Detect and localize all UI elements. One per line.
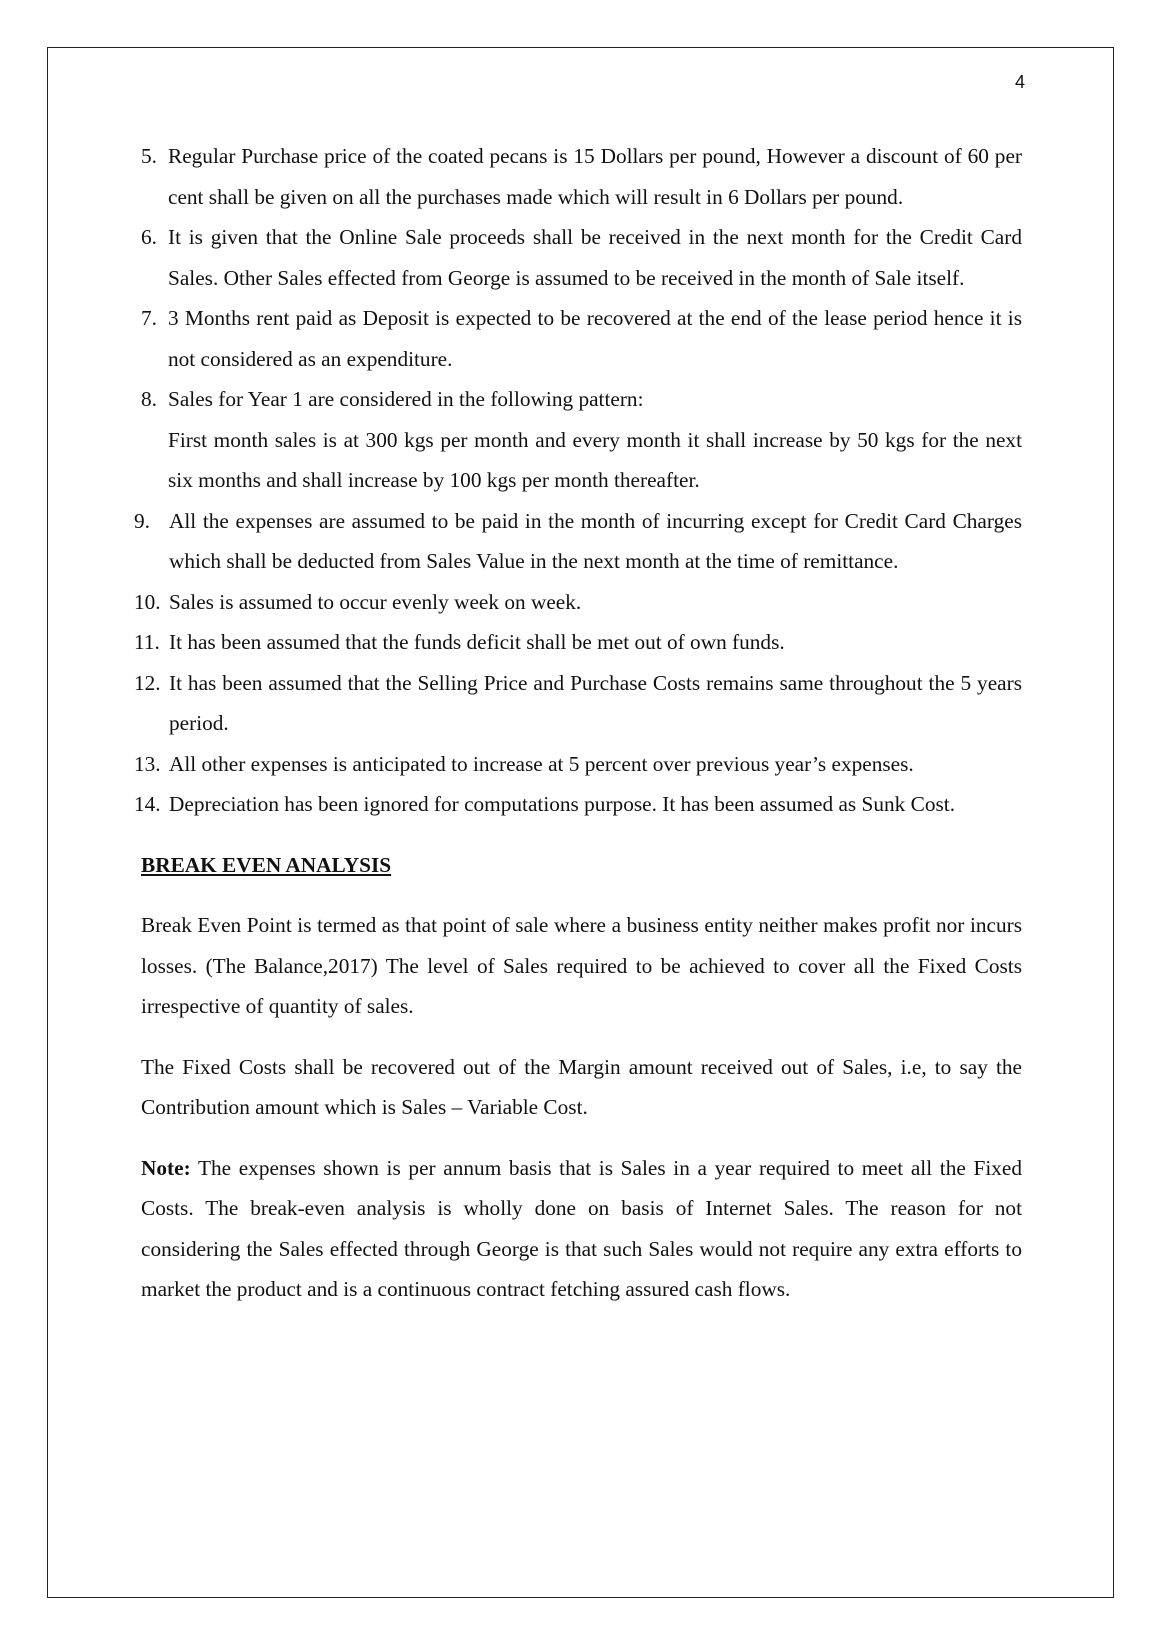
list-item-text: It has been assumed that the funds deficit shall be met out of own funds. bbox=[169, 630, 785, 654]
note-text: The expenses shown is per annum basis that is Sales in a year required to meet all the Fixed Costs. The break-even analysis is wholly done on basis of Internet Sales. The reason for not considering the Sales effected through George is that such Sales would not require any extra efforts to market the product and is a continuous contract fetching assured cash flows. bbox=[141, 1155, 1022, 1301]
note-label: Note: bbox=[141, 1155, 191, 1180]
list-item bbox=[134, 663, 1022, 744]
break-even-paragraph: Break Even Point is termed as that point of sale where a business entity neither makes profit nor incurs losses. (The Balance,2017) The level of Sales required to be achieved to cover all the Fixed Costs irrespective of quantity of sales. bbox=[141, 913, 1022, 1018]
list-item-text: 3 Months rent paid as Deposit is expected to be recovered at the end of the lease period hence it is not considered as an expenditure. bbox=[168, 306, 1022, 371]
assumptions-list bbox=[134, 136, 1022, 825]
list-item-text: Sales is assumed to occur evenly week on week. bbox=[169, 589, 582, 614]
list-item-text: It has been assumed that the Selling Price and Purchase Costs remains same throughout the 5 years period. bbox=[169, 670, 1022, 735]
list-item bbox=[134, 784, 1022, 825]
list-item-number: 12. bbox=[134, 670, 161, 695]
list-item bbox=[134, 582, 1022, 623]
list-item-text: Depreciation has been ignored for computations purpose. It has been assumed as Sunk Cost. bbox=[169, 792, 956, 816]
list-item bbox=[134, 622, 1022, 663]
list-item-number: 10. bbox=[134, 589, 161, 614]
list-item-text: It is given that the Online Sale proceeds shall be received in the next month for the Credit Card Sales. Other Sales effected from George is assumed to be received in the month of Sale itself. bbox=[168, 225, 1022, 290]
section-heading: BREAK EVEN ANALYSIS bbox=[141, 852, 392, 877]
list-item bbox=[141, 136, 1022, 217]
list-item-text: Regular Purchase price of the coated pecans is 15 Dollars per pound, However a discount of 60 per cent shall be given on all the purchases made which will result in 6 Dollars per pound. bbox=[168, 144, 1022, 209]
list-item-number: 7. bbox=[141, 306, 157, 330]
list-item bbox=[134, 744, 1022, 785]
document-body bbox=[134, 136, 1022, 1310]
list-item-text: All the expenses are assumed to be paid in the month of incurring except for Credit Card Charges which shall be deducted from Sales Value in the next month at the time of remittance. bbox=[169, 508, 1022, 573]
list-item-number: 9. bbox=[134, 508, 150, 533]
list-item-number: 5. bbox=[141, 144, 157, 168]
list-item-text: All other expenses is anticipated to increase at 5 percent over previous year’s expenses. bbox=[169, 751, 914, 776]
list-item-number: 11. bbox=[134, 630, 160, 654]
list-item-number: 6. bbox=[141, 225, 157, 249]
page-number: 4 bbox=[1014, 72, 1025, 92]
list-item bbox=[134, 501, 1022, 582]
list-item-text: Sales for Year 1 are considered in the following pattern: bbox=[168, 387, 644, 411]
list-item-number: 13. bbox=[134, 751, 161, 776]
note-paragraph bbox=[141, 1148, 1022, 1310]
fixed-costs-paragraph: The Fixed Costs shall be recovered out of the Margin amount received out of Sales, i.e, to say the Contribution amount which is Sales – Variable Cost. bbox=[141, 1054, 1022, 1119]
list-item-number: 8. bbox=[141, 387, 157, 411]
list-item bbox=[141, 298, 1022, 379]
list-item bbox=[141, 379, 1022, 501]
list-item-number: 14. bbox=[134, 792, 161, 816]
list-item bbox=[141, 217, 1022, 298]
list-item-subtext: First month sales is at 300 kgs per month and every month it shall increase by 50 kgs for the next six months and shall increase by 100 kgs per month thereafter. bbox=[168, 427, 1022, 492]
